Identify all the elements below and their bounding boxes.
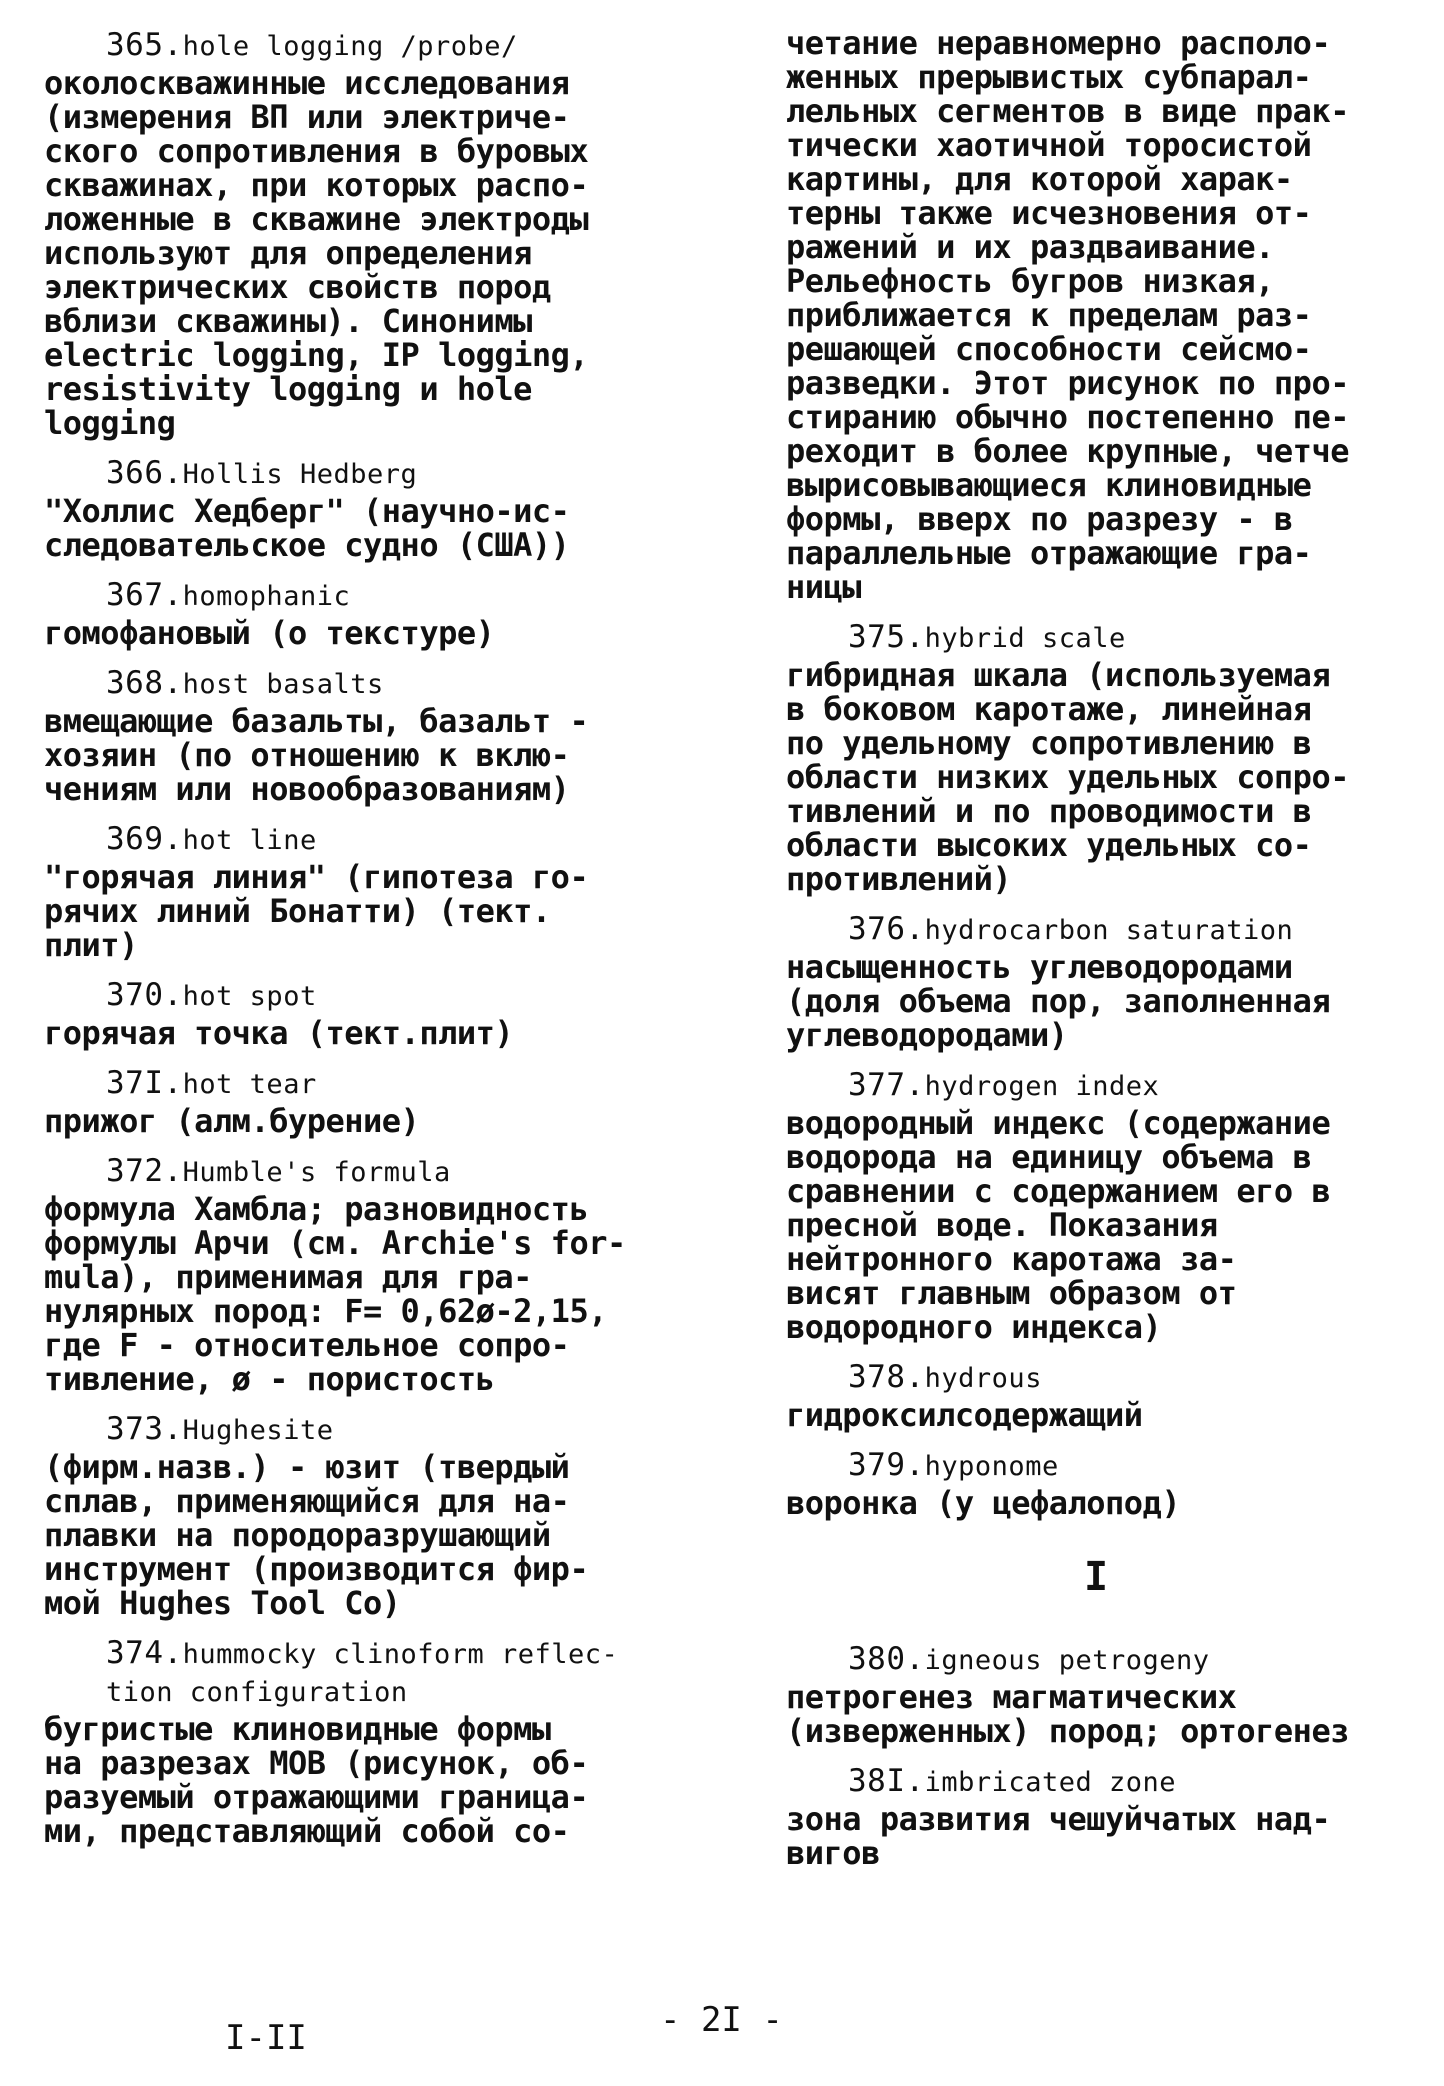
entry-definition: вмещающие базальты, базальт - хозяин (по отношению к вклю- чениям или новообразованиям) xyxy=(44,702,589,808)
left-column xyxy=(44,26,724,1862)
entry-number: 370. xyxy=(106,977,183,1013)
entry-number: 367. xyxy=(106,577,183,613)
entry-headword xyxy=(786,1762,1406,1802)
entry-headword xyxy=(44,820,724,860)
dictionary-entry xyxy=(786,1358,1406,1432)
entry-definition: бугристые клиновидные формы на разрезах МОВ (рисунок, об- разуемый отражающими граница- ми, представляющий собой со- xyxy=(44,1710,589,1850)
section-letter: I xyxy=(1083,1554,1109,1600)
entry-headword xyxy=(786,1640,1406,1680)
entry-number: 379. xyxy=(848,1447,925,1483)
dictionary-entry xyxy=(44,1152,724,1396)
entry-term: hot spot xyxy=(182,981,317,1012)
entry-definition: околоскважинные исследования (измерения ВП или электриче- ского сопротивления в буровых скважинах, при которых распо- ложенные в скважине электроды используют для определения электрических свойств пород вблизи скважины). Синонимы electric logging, IP logging, resistivity logging и hole logging xyxy=(44,64,589,442)
dictionary-entry xyxy=(44,1410,724,1620)
entry-definition: четание неравномерно располо- женных прерывистых субпарал- лельных сегментов в виде прак- тически хаотичной торосистой картины, для которой харак- терны также исчезновения от- ражений и их раздваивание. Рельефность бугров низкая, приближается к пределам раз- решающей способности сейсмо- разведки. Этот рисунок по про- стиранию обычно постепенно пе- реходит в более крупные, четче вырисовывающиеся клиновидные формы, вверх по разрезу - в параллельные отражающие гра- ницы xyxy=(786,24,1349,606)
right-top-entries xyxy=(786,26,1406,1520)
dictionary-entry xyxy=(44,820,724,962)
entry-headword xyxy=(44,976,724,1016)
dictionary-entry xyxy=(44,454,724,562)
entry-number: 365. xyxy=(106,27,183,63)
entry-number: 37I. xyxy=(106,1065,183,1101)
entry-definition: водородный индекс (содержание водорода на единицу объема в сравнении с содержанием его в пресной воде. Показания нейтронного каротажа за- висят главным образом от водородного индекса) xyxy=(786,1104,1331,1346)
entry-definition: гибридная шкала (используемая в боковом каротаже, линейная по удельному сопротивлению в области низких удельных сопро- тивлений и по проводимости в области высоких удельных со- противлений) xyxy=(786,656,1349,898)
entry-number: 366. xyxy=(106,455,183,491)
dictionary-entry xyxy=(786,1446,1406,1520)
entry-definition: петрогенез магматических (изверженных) пород; ортогенез xyxy=(786,1678,1349,1750)
dictionary-entry xyxy=(44,1064,724,1138)
right-bottom-entries xyxy=(786,1640,1406,1870)
footer-section-code: I-II xyxy=(225,2018,307,2058)
page-number: - 2I - xyxy=(660,2000,783,2040)
entry-term: Hollis Hedberg xyxy=(182,459,418,490)
dictionary-entry xyxy=(44,1634,724,1848)
entry-number: 38I. xyxy=(848,1763,925,1799)
entry-term: hydrogen index xyxy=(924,1071,1160,1102)
entry-headword xyxy=(786,910,1406,950)
entry-number: 377. xyxy=(848,1067,925,1103)
entry-headword xyxy=(44,1064,724,1104)
entry-headword xyxy=(786,1446,1406,1486)
entry-number: 368. xyxy=(106,665,183,701)
entry-definition: формула Хамбла; разновидность формулы Арчи (см. Archie's for- mula), применимая для гра- нулярных пород: F= 0,62ø-2,15, где F - относительное сопро- тивление, ø - пористость xyxy=(44,1190,626,1398)
entry-term: hot tear xyxy=(182,1069,317,1100)
dictionary-entry xyxy=(44,976,724,1050)
right-column xyxy=(786,26,1406,1884)
entry-term: Hughesite xyxy=(182,1415,334,1446)
entry-definition: гомофановый (о текстуре) xyxy=(44,614,495,652)
dictionary-entry xyxy=(786,1640,1406,1748)
entry-term: hydrous xyxy=(924,1363,1042,1394)
entry-definition: воронка (у цефалопод) xyxy=(786,1484,1181,1522)
entry-headword xyxy=(44,26,724,66)
entry-term: homophanic xyxy=(182,581,351,612)
entry-term: imbricated zone xyxy=(924,1767,1176,1798)
entry-headword xyxy=(44,664,724,704)
left-entries xyxy=(44,26,724,1848)
entry-headword xyxy=(44,1634,724,1712)
entry-definition: гидроксилсодержащий xyxy=(786,1396,1143,1434)
entry-definition: (фирм.назв.) - юзит (твердый сплав, применяющийся для на- плавки на породоразрушающий инструмент (производится фир- мой Hughes Tool Co) xyxy=(44,1448,589,1622)
entry-term: hummocky clinoform reflec- tion configuration xyxy=(106,1639,619,1708)
entry-headword xyxy=(44,454,724,494)
dictionary-entry xyxy=(786,910,1406,1052)
entry-number: 375. xyxy=(848,619,925,655)
entry-definition: горячая точка (тект.плит) xyxy=(44,1014,514,1052)
dictionary-entry xyxy=(44,26,724,440)
dictionary-entry xyxy=(786,1762,1406,1870)
entry-number: 378. xyxy=(848,1359,925,1395)
entry-headword xyxy=(786,1066,1406,1106)
entry-term: hydrocarbon saturation xyxy=(924,915,1294,946)
entry-term: hybrid scale xyxy=(924,623,1126,654)
entry-term: igneous petrogeny xyxy=(924,1645,1210,1676)
entry-definition: прижог (алм.бурение) xyxy=(44,1102,420,1140)
entry-headword xyxy=(786,1358,1406,1398)
entry-term: hole logging /probe/ xyxy=(182,31,518,62)
entry-definition: "горячая линия" (гипотеза го- рячих линий Бонатти) (тект. плит) xyxy=(44,858,589,964)
entry-headword xyxy=(44,1152,724,1192)
entry-number: 380. xyxy=(848,1641,925,1677)
entry-headword xyxy=(44,576,724,616)
dictionary-entry xyxy=(44,664,724,806)
entry-definition: "Холлис Хедберг" (научно-ис- следовательское судно (США)) xyxy=(44,492,570,564)
entry-term: hyponome xyxy=(924,1451,1059,1482)
dictionary-entry xyxy=(44,576,724,650)
entry-number: 376. xyxy=(848,911,925,947)
entry-definition: зона развития чешуйчатых над- вигов xyxy=(786,1800,1331,1872)
dictionary-entry xyxy=(786,26,1406,604)
entry-term: host basalts xyxy=(182,669,384,700)
entry-number: 374. xyxy=(106,1635,183,1671)
entry-term: Humble's formula xyxy=(182,1157,451,1188)
dictionary-entry xyxy=(786,618,1406,896)
entry-headword xyxy=(44,1410,724,1450)
entry-definition: насыщенность углеводородами (доля объема пор, заполненная углеводородами) xyxy=(786,948,1331,1054)
entry-number: 369. xyxy=(106,821,183,857)
entry-term: hot line xyxy=(182,825,317,856)
entry-headword xyxy=(786,618,1406,658)
dictionary-entry xyxy=(786,1066,1406,1344)
entry-number: 372. xyxy=(106,1153,183,1189)
entry-number: 373. xyxy=(106,1411,183,1447)
